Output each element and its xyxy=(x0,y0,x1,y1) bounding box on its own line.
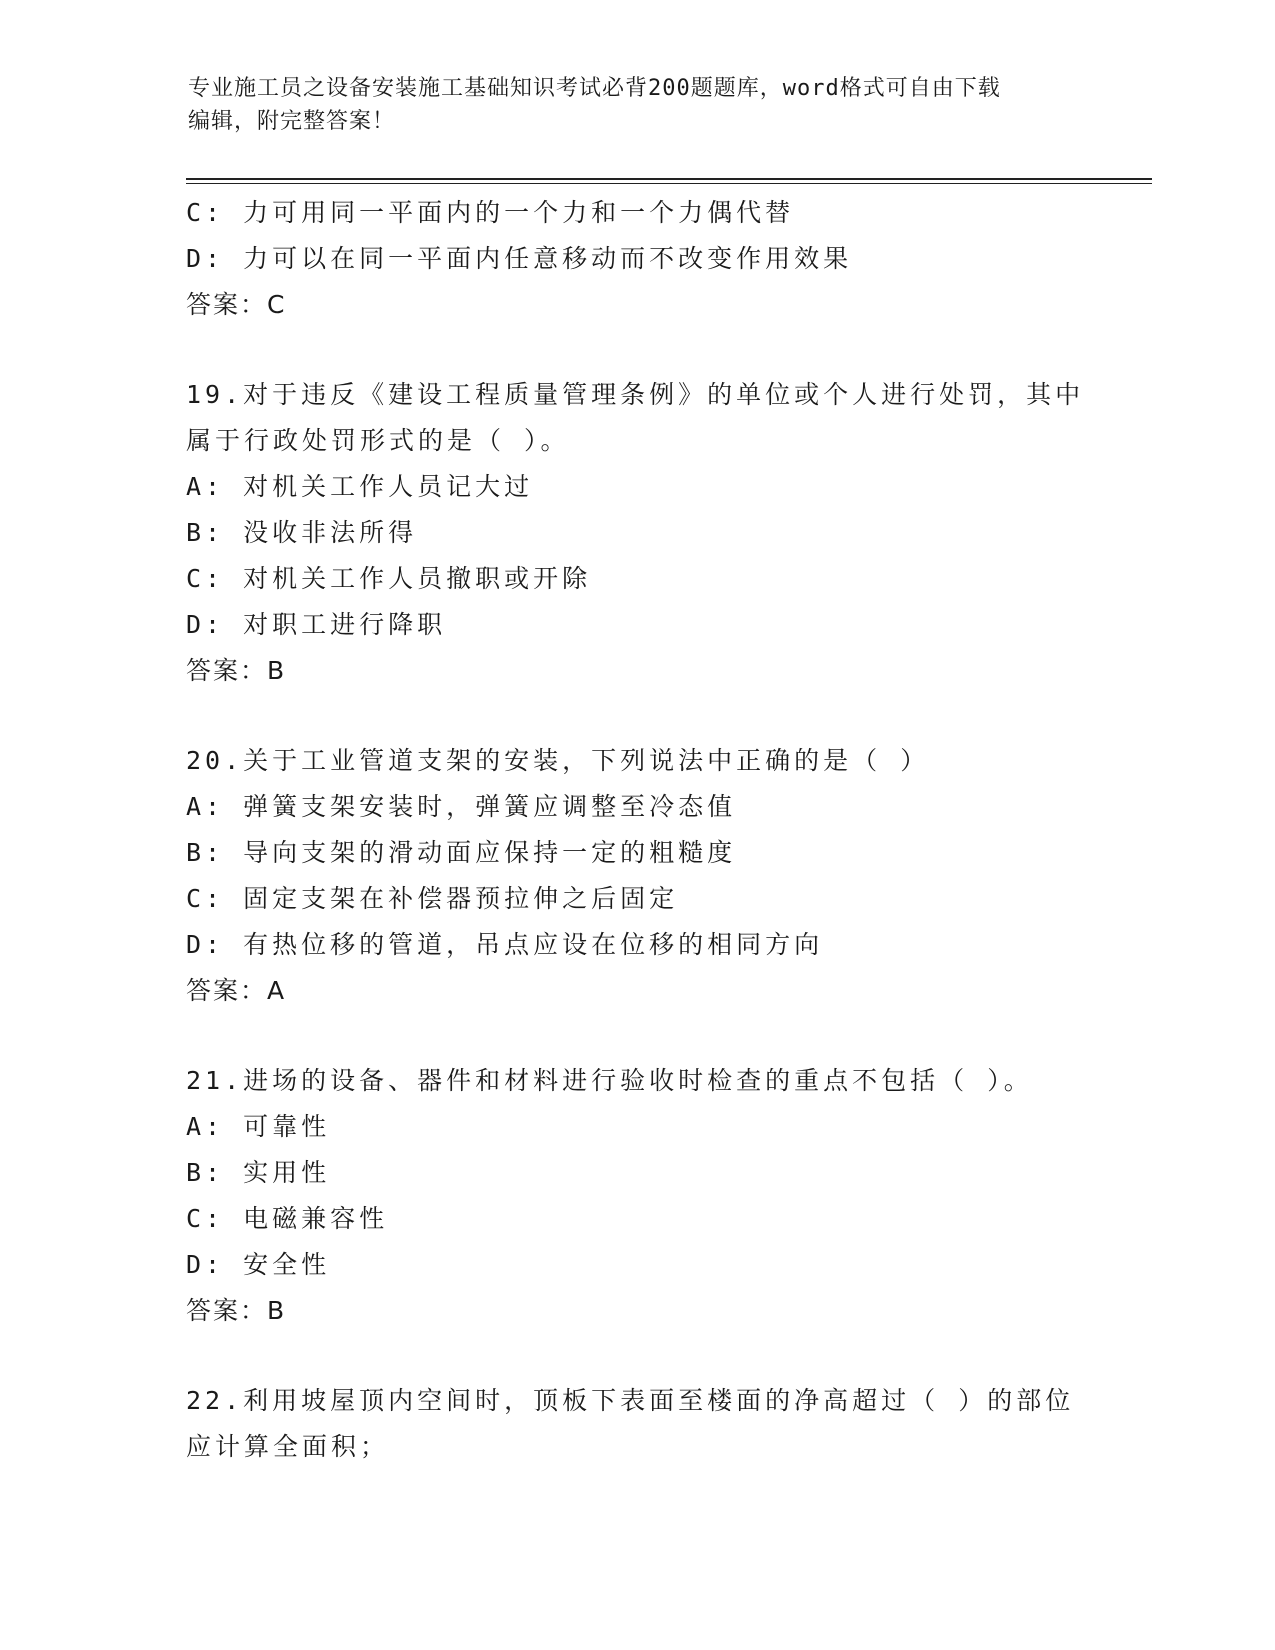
question-stem-continued: 属于行政处罚形式的是（ ）。 xyxy=(186,426,570,455)
question-list xyxy=(186,190,1126,1470)
question-stem: 20.关于工业管道支架的安装，下列说法中正确的是（ ） xyxy=(186,746,930,775)
header-title-line-1: 专业施工员之设备安装施工基础知识考试必背200题题库，word格式可自由下载 xyxy=(188,76,1001,101)
header-title-line-2: 编辑，附完整答案！ xyxy=(188,109,396,134)
answer: 答案：B xyxy=(186,1296,287,1325)
answer: 答案：C xyxy=(186,290,287,319)
answer: 答案：A xyxy=(186,976,287,1005)
option-b: B: 导向支架的滑动面应保持一定的粗糙度 xyxy=(186,838,737,867)
question-22 xyxy=(186,1378,1126,1470)
option-a: A: 可靠性 xyxy=(186,1112,331,1141)
option-a: A: 弹簧支架安装时，弹簧应调整至冷态值 xyxy=(186,792,737,821)
option-c: C: 对机关工作人员撤职或开除 xyxy=(186,564,592,593)
option-d: D: 对职工进行降职 xyxy=(186,610,447,639)
question-stem: 21.进场的设备、器件和材料进行验收时检查的重点不包括（ ）。 xyxy=(186,1066,1033,1095)
option-c: C: 力可用同一平面内的一个力和一个力偶代替 xyxy=(186,198,795,227)
question-18-tail xyxy=(186,190,1126,328)
option-c: C: 固定支架在补偿器预拉伸之后固定 xyxy=(186,884,679,913)
option-b: B: 没收非法所得 xyxy=(186,518,418,547)
question-stem-continued: 应计算全面积； xyxy=(186,1432,390,1461)
question-stem: 22.利用坡屋顶内空间时，顶板下表面至楼面的净高超过（ ）的部位 xyxy=(186,1386,1075,1415)
header-rule-thick xyxy=(186,178,1152,180)
question-stem: 19.对于违反《建设工程质量管理条例》的单位或个人进行处罚，其中 xyxy=(186,380,1085,409)
option-b: B: 实用性 xyxy=(186,1158,331,1187)
question-19 xyxy=(186,372,1126,694)
header-rule-thin xyxy=(186,183,1152,184)
option-d: D: 力可以在同一平面内任意移动而不改变作用效果 xyxy=(186,244,853,273)
option-d: D: 安全性 xyxy=(186,1250,331,1279)
question-20 xyxy=(186,738,1126,1014)
option-a: A: 对机关工作人员记大过 xyxy=(186,472,534,501)
option-d: D: 有热位移的管道，吊点应设在位移的相同方向 xyxy=(186,930,824,959)
document-header xyxy=(188,72,1068,138)
option-c: C: 电磁兼容性 xyxy=(186,1204,389,1233)
question-21 xyxy=(186,1058,1126,1334)
answer: 答案：B xyxy=(186,656,287,685)
